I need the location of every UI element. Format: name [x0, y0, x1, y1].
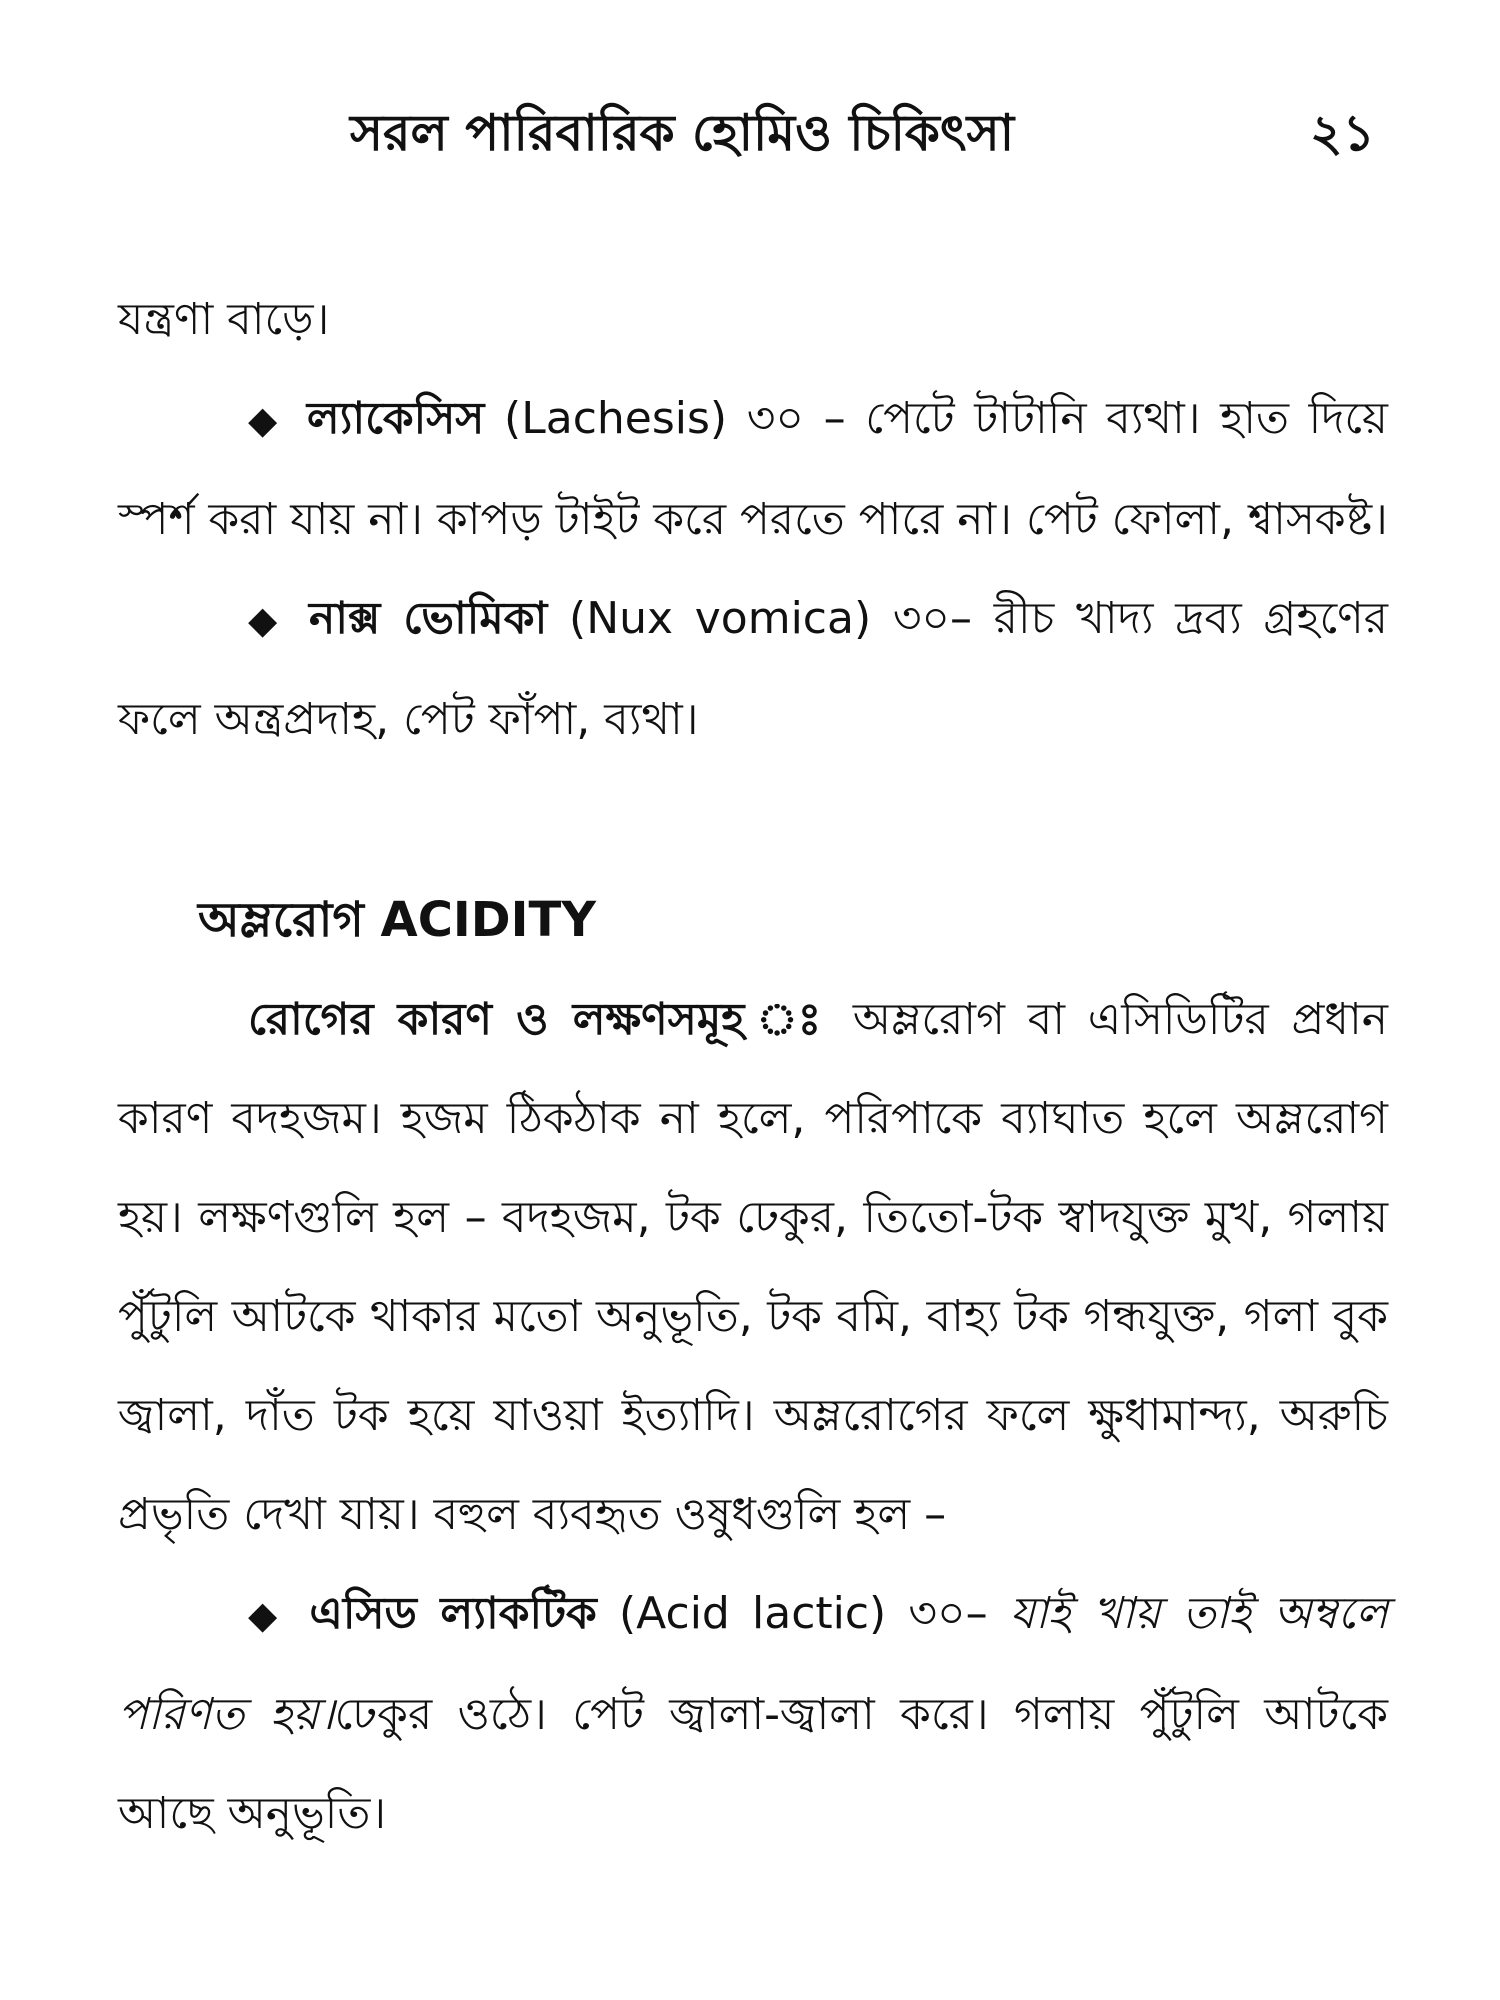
remedy-description: ঢেকুর ওঠে। পেট জ্বালা-জ্বালা করে। গলায় পুঁটুলি আটকে আছে অনুভূতি।	[118, 1689, 1388, 1839]
causes-paragraph	[118, 970, 1388, 1564]
diamond-bullet-icon: ◆	[248, 398, 283, 442]
remedy-name: নাক্স ভোমিকা	[308, 593, 548, 644]
running-title: সরল পারিবারিক হোমিও চিকিৎসা	[350, 104, 1015, 162]
diamond-bullet-icon: ◆	[248, 598, 285, 642]
remedy-potency: ৩০–	[908, 1588, 988, 1639]
page-header	[0, 96, 1500, 166]
remedy-latin-name: (Lachesis)	[504, 393, 728, 444]
section-spacer	[118, 769, 1388, 871]
page-number: ২১	[1310, 104, 1375, 162]
remedy-acid-lactic	[118, 1564, 1388, 1863]
section-heading: অম্লরোগ ACIDITY	[198, 892, 596, 948]
remedy-name: ল্যাকেসিস	[306, 393, 485, 444]
remedy-name: এসিড ল্যাকটিক	[309, 1588, 597, 1639]
causes-label: রোগের কারণ ও লক্ষণসমূহ ঃ	[248, 994, 831, 1045]
remedy-latin-name: (Acid lactic)	[619, 1588, 887, 1639]
remedy-italic-description: যাই খায় তাই অম্বলে পরিণত হয়।	[118, 1588, 1388, 1740]
remedy-description: ৩০ – পেটে টাটানি ব্যথা। হাত দিয়ে স্পর্শ করা যায় না। কাপড় টাইট করে পরতে পারে না। পেট ফোলা, শ্বাসকষ্ট।	[118, 393, 1388, 545]
diamond-bullet-icon: ◆	[248, 1593, 286, 1637]
continued-paragraph: যন্ত্রণা বাড়ে।	[118, 294, 330, 345]
page-body	[118, 270, 1388, 1863]
remedy-lachesis	[118, 369, 1388, 569]
remedy-latin-name: (Nux vomica)	[569, 593, 872, 644]
remedy-nux-vomica	[118, 569, 1388, 769]
causes-text: অম্লরোগ বা এসিডিটির প্রধান কারণ বদহজম। হজম ঠিকঠাক না হলে, পরিপাকে ব্যাঘাত হলে অম্লরোগ হয়। লক্ষণগুলি হল – বদহজম, টক ঢেকুর, তিতো-টক স্বাদযুক্ত মুখ, গলায় পুঁটুলি আটকে থাকার মতো অনুভূতি, টক বমি, বাহ্য টক গন্ধযুক্ত, গলা বুক জ্বালা, দাঁত টক হয়ে যাওয়া ইত্যাদি। অম্লরোগের ফলে ক্ষুধামান্দ্য, অরুচি প্রভৃতি দেখা যায়। বহুল ব্যবহৃত ওষুধগুলি হল –	[118, 994, 1388, 1540]
remedy-description: ৩০– রীচ খাদ্য দ্রব্য গ্রহণের ফলে অন্ত্রপ্রদাহ, পেট ফাঁপা, ব্যথা।	[118, 593, 1388, 745]
